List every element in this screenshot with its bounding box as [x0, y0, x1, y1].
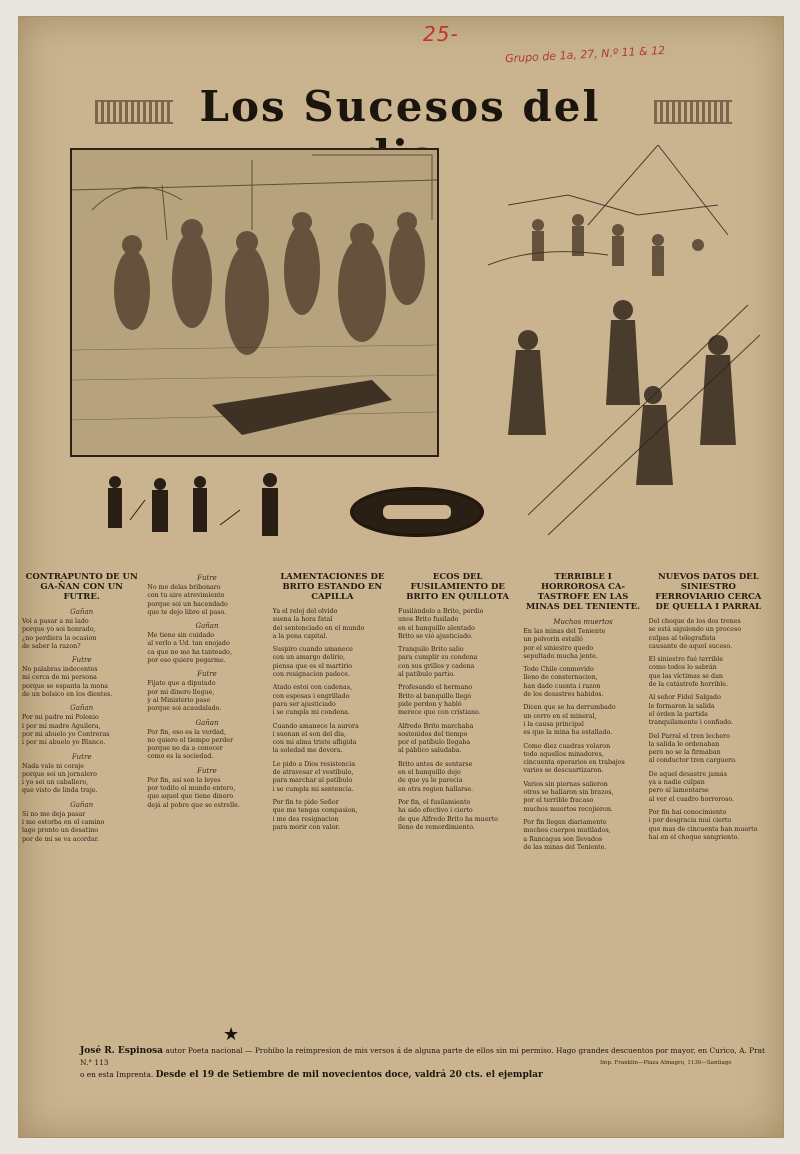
column-2	[147, 572, 266, 992]
ornamental-plaque	[350, 487, 484, 537]
star-ornament-icon: ★	[223, 1024, 240, 1045]
column-5	[523, 572, 642, 992]
stanza: Si no me deja pasar i me estorba en el camino lago pronto un desatino por de mi se va acordar.	[22, 810, 105, 843]
cartoon-figures	[100, 470, 300, 550]
right-ornament	[654, 100, 732, 124]
speaker-label: Futre	[71, 656, 92, 665]
speaker-label: Gañan	[195, 718, 219, 727]
stanza: Todo Chile conmovido lleno de consternacion, han dado cuenta i razon de los desastres habidos.	[523, 666, 604, 699]
column-3	[273, 572, 392, 992]
plaque-inner	[383, 505, 451, 519]
stanza: Por mi padre mi Polonio i por mi madre Aguilera, por mi abuelo yo Contreras i por mi abuelo yo Blanco.	[22, 714, 110, 747]
column-6	[649, 572, 768, 992]
column-heading: LAMENTACIONES DE BRITO ESTANDO EN CAPILLA	[280, 572, 385, 602]
stanza: Voi a pasar a mi lado porque yo soi honrado, ¿no perdiera la ocasion de saber la razon?	[22, 618, 97, 650]
footer-line-2	[80, 1069, 770, 1081]
copyright-notice: autor Poeta nacional — Prohibo la reimpresion de mis versos á de alguna parte de ellos sin mi permiso.	[165, 1046, 554, 1055]
stanza: Al señor Fidel Salgado le formaron la salida el órden la partida tranquilamente i confiado.	[648, 694, 733, 727]
stanza: Dicen que se ha derrumbado un cerro en el mineral, i la causa principal es que la mina ha estallado.	[523, 704, 616, 737]
stanza: Varios sin piernas salieron otros se hallaron sin brazos, por el terrible fracaso muchos muertos recojieron.	[523, 780, 614, 813]
stanza: Del Parral el tren lechero la salida le ordenaban pero no se la firmaban al conductor tren carguero.	[648, 732, 737, 765]
stanza: Tranquilo Brito salio para cumplir su condena con sus grillos y cadena al patíbulo partio.	[398, 646, 478, 679]
speaker-label: Gañan	[70, 608, 94, 616]
stanza: No palabras indecentes mi cerca de mi persona porque se espanta la mona de un bolsico en los dientes.	[22, 666, 113, 699]
printer-imprint: Imp. Franklin—Plaza Almagro, 1130—Santiago	[600, 1060, 732, 1066]
stanza: Le pido a Dios resistencia de atravesar el vestíbulo, para marchar al patíbulo i se cumpla mi sentencia.	[272, 760, 356, 793]
stanza: Nada vale ni coraje porque soi un jornalero i yo soi un caballero, que visto de linda traje.	[22, 762, 98, 795]
speaker-label: Gañan	[70, 800, 94, 809]
stanza: Fijate que a diputado por mi dinero llegue, y al Ministerio pase porque soi acaudalado.	[147, 680, 222, 713]
column-heading: ECOS DEL FUSILAMIENTO DE BRITO EN QUILLOTA	[406, 572, 510, 602]
column-heading: TERRIBLE I HORROROSA CA-TASTROFE EN LAS MINAS DEL TENIENTE.	[525, 572, 641, 612]
stanza: Como diez cuadras volaron todo aquellos minadores, cincuenta operarios en trabajos varios se descuartizaron.	[523, 742, 625, 775]
engraving-mine-disaster	[488, 145, 760, 545]
stanza: Por fin hai conocimiento i por desgracia muí cierto que mas de cincuenta han muerto hai en el choque sangriento.	[648, 808, 758, 841]
stanza: Fusilándolo a Brito, perdio unos Brito fusilado en el banquillo alentado Brito se vió ajusticiado.	[398, 608, 484, 640]
stanza: De aquel desastre jamás ya a nadie culpan pero al lamentarse al ver el cuadro horroroso.	[648, 770, 735, 803]
speaker-label: Futre	[197, 670, 217, 679]
stanza: Atado estoi con cadenas, con esposas i engrillado para ser ajusticiado i se cumpla mi condena.	[272, 684, 352, 717]
stanza: En las minas del Teniente un polvorin estalló por el siniestro quedo sepultado mucha jente.	[523, 628, 606, 660]
stanza: Alfredo Brito marchaba sostenidos del tiempo por el patíbulo llegaba al páblico saludaba.	[398, 722, 474, 755]
engraving-execution-scene	[70, 148, 439, 457]
stanza: Por fin, asi son la leyes por todito el mundo entero, que aquel que tiene dinero dejá al pobre que se estrelle.	[147, 776, 240, 809]
author-name: José R. Espinosa	[80, 1046, 164, 1056]
stanza: Brito antes de sentarse en el banquillo dejo de que ya le parecia en otra region hallarse.	[398, 760, 474, 793]
stanza: Profesando el hermano Brito al banquillo llegó pide perdon y habló merece que con cristiano.	[398, 684, 481, 717]
stanza: Por fin, eso es la verdad, no quiero el tiempo perder porque no da a conocer como es la sociedad.	[147, 728, 234, 761]
stanza: Por fin te pido Señor que me tengas compasion, i me des resignacion para morir con valor.	[272, 798, 358, 831]
column-1	[22, 572, 141, 992]
stanza: Por fin llegan diariamente muchos cuerpos mutilados, a Rancagua son llevados de las minas del Teniente.	[523, 818, 611, 851]
verse-columns	[22, 572, 768, 992]
column-heading: CONTRAPUNTO DE UN GA-ÑAN CON UN FUTRE.	[25, 572, 138, 602]
speaker-label: Gañan	[195, 622, 219, 631]
wholesale-note: Hago grandes descuentos por mayor, en Curico, A. Prat N.° 113	[80, 1046, 766, 1067]
stanza: Por fin, el fusilamiento ha sido efectivo i cierto de que Alfredo Brito ha muerto lleno de remordimiento.	[398, 798, 498, 831]
speaker-label: Futre	[197, 766, 217, 775]
page-title: Los Sucesos del	[199, 82, 601, 131]
stanza: Me tiene sin cuidado al verlo a Ud. tan enojado ca que no me ha tanteado, por eso quiere pegarme.	[147, 632, 232, 665]
stanza: Suspiro cuando amanece con un amargo delirio, piensa que es el martirio con resignacion padece.	[272, 646, 353, 679]
folio-number: 25-	[423, 22, 459, 46]
speaker-label: Futre	[71, 752, 92, 761]
column-4	[398, 572, 517, 992]
stanza: Ya el reloj del olvido suena la hora fatal del sentenciado en el mundo a la pena capital.	[272, 608, 365, 640]
stanza: No me delas bribonaro con tu aire atrevimiento porque soi un hacendado que te dejo libre el paso.	[147, 584, 228, 616]
speaker-label: Futre	[197, 574, 217, 582]
price-note: Desde el 19 de Setiembre de mil novecientos doce, valdrá 20 cts. el ejemplar	[155, 1070, 543, 1080]
handwritten-note: Grupo de 1a, 27, N.º 11 & 12	[504, 43, 666, 66]
stanza: Del choque de los dos trenes se está siguiendo un proceso culpas al telegrafista causante de aquel suceso.	[648, 618, 742, 650]
stanza: El siniestro fué terrible como todos lo sabrán que las víctimas se dan de la catástrofe horrible.	[648, 656, 729, 689]
printer-note: o en esta Imprenta.	[80, 1070, 154, 1079]
speaker-label: Gañan	[70, 704, 94, 713]
stanza: Cuando amanece la aurora i suenan el son del dia, con mi alma triste afligida la soledad me devora.	[272, 722, 359, 755]
column-subheading: Muchos muertos	[553, 618, 613, 626]
column-heading: NUEVOS DATOS DEL SINIESTRO FERROVIARIO CERCA DE QUELLA I PARRAL	[655, 572, 762, 612]
